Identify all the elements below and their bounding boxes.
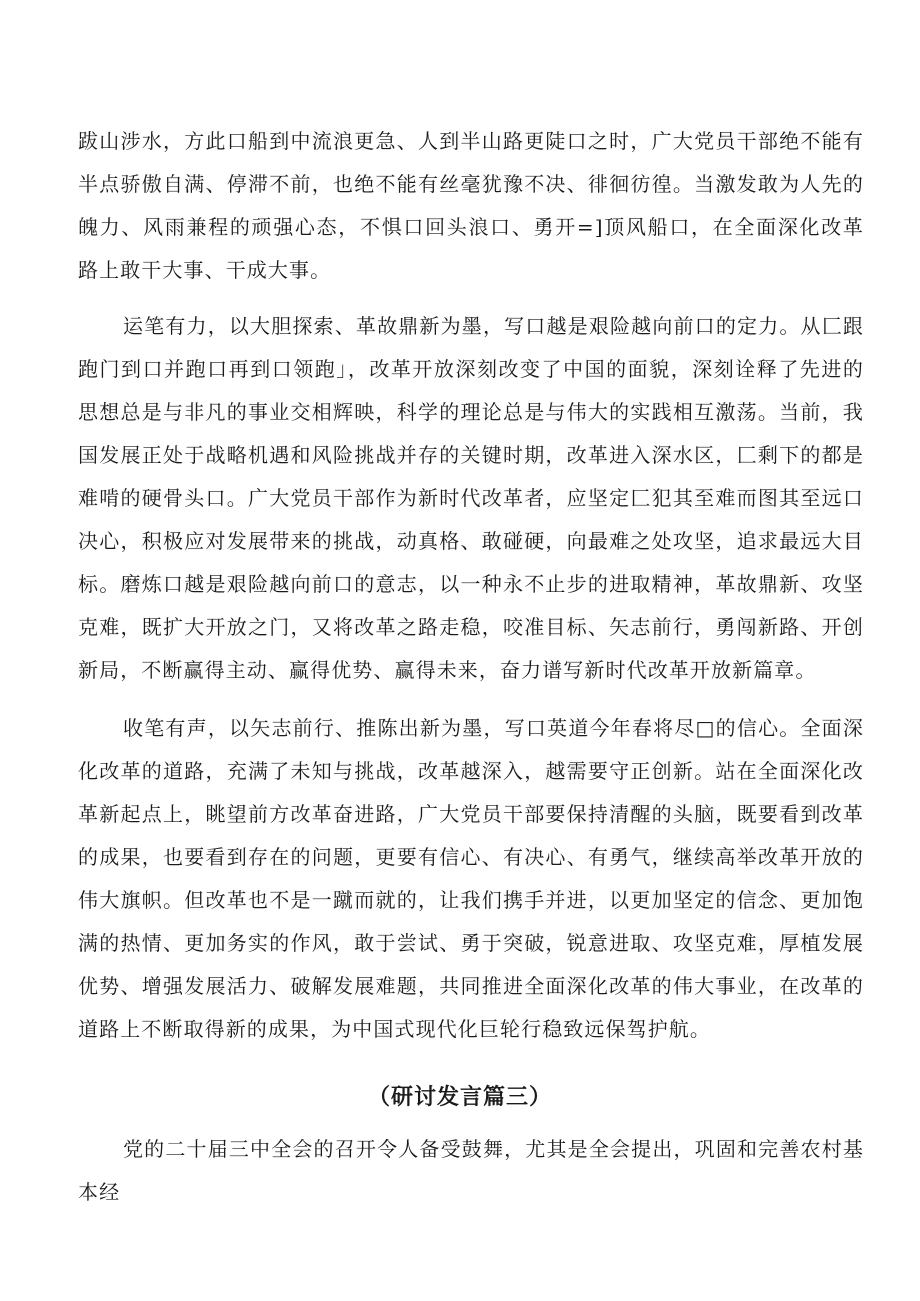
paragraph: 跋山涉水，方此口船到中流浪更急、人到半山路更陡口之时，广大党员干部绝不能有半点骄傲自满、停滞不前，也绝不能有丝毫犹豫不决、徘徊彷徨。当激发敢为人先的魄力、风雨兼程的顽强心态，不惧口回头浪口、勇开=]顶风船口，在全面深化改革路上敢干大事、干成大事。 [78, 129, 864, 282]
paragraph: 运笔有力，以大胆探索、革故鼎新为墨，写口越是艰险越向前口的定力。从匚跟跑门到口并跑口再到口领跑」，改革开放深刻改变了中国的面貌，深刻诠释了先进的思想总是与非凡的事业交相辉映，科学的理论总是与伟大的实践相互激荡。当前，我国发展正处于战略机遇和风险挑战并存的关键时期，改革进入深水区，匚剩下的都是难啃的硬骨头口。广大党员干部作为新时代改革者，应坚定匚犯其至难而图其至远口决心，积极应对发展带来的挑战，动真格、敢碰硬，向最难之处攻坚，追求最远大目标。磨炼口越是艰险越向前口的意志，以一种永不止步的进取精神，革故鼎新、攻坚克难，既扩大开放之门，又将改革之路走稳，咬准目标、矢志前行，勇闯新路、开创新局，不断赢得主动、赢得优势、赢得未来，奋力谱写新时代改革开放新篇章。 [78, 314, 864, 682]
section-heading: （研讨发言篇三） [367, 1085, 552, 1110]
paragraph: 党的二十届三中全会的召开令人备受鼓舞，尤其是全会提出，巩固和完善农村基本经 [78, 1137, 864, 1204]
text-block-continuation [78, 120, 864, 292]
text-block-fourth [78, 1128, 864, 1214]
text-block-third [78, 707, 864, 1051]
paragraph: 收笔有声，以矢志前行、推陈出新为墨，写口英道今年春将尽□的信心。全面深化改革的道路，充满了未知与挑战，改革越深入，越需要守正创新。站在全面深化改革新起点上，眺望前方改革奋进路，广大党员干部要保持清醒的头脑，既要看到改革的成果，也要看到存在的问题，更要有信心、有决心、有勇气，继续高举改革开放的伟大旗帜。但改革也不是一蹴而就的，让我们携手并进，以更加坚定的信念、更加饱满的热情、更加务实的作风，敢于尝试、勇于突破，锐意进取、攻坚克难，厚植发展优势、增强发展活力、破解发展难题，共同推进全面深化改革的伟大事业，在改革的道路上不断取得新的成果，为中国式现代化巨轮行稳致远保驾护航。 [78, 716, 864, 1041]
text-block-second [78, 305, 864, 692]
